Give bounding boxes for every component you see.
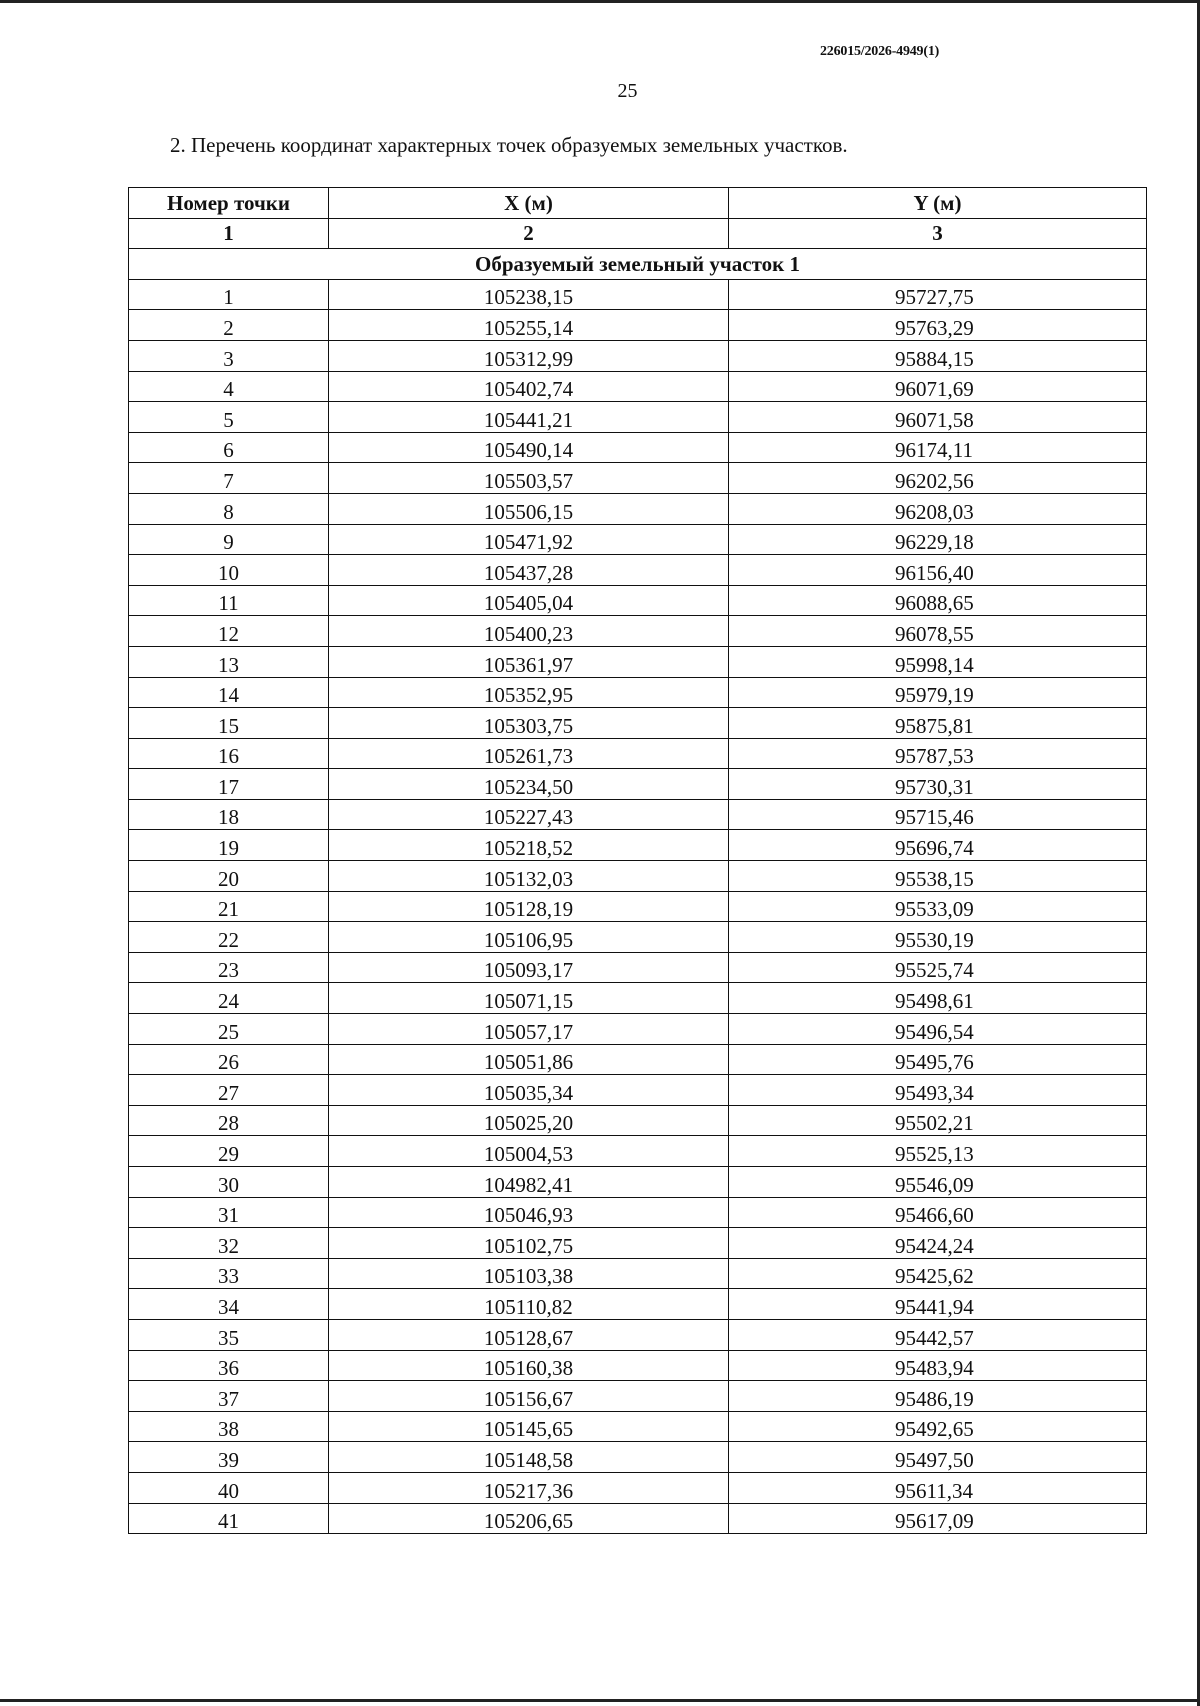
- cell-point-number: 24: [129, 983, 329, 1014]
- table-row: [129, 1319, 1147, 1350]
- table-row: [129, 830, 1147, 861]
- table-row: [129, 952, 1147, 983]
- table-row: [129, 922, 1147, 953]
- cell-point-number: 5: [129, 402, 329, 433]
- column-header-y: Y (м): [729, 188, 1147, 219]
- page-border-top: [0, 0, 1200, 3]
- cell-y: 95696,74: [729, 830, 1147, 861]
- cell-y: 95466,60: [729, 1197, 1147, 1228]
- cell-point-number: 26: [129, 1044, 329, 1075]
- cell-point-number: 31: [129, 1197, 329, 1228]
- cell-x: 105441,21: [329, 402, 729, 433]
- cell-y: 96088,65: [729, 585, 1147, 616]
- cell-x: 105261,73: [329, 738, 729, 769]
- cell-x: 105227,43: [329, 799, 729, 830]
- cell-point-number: 27: [129, 1075, 329, 1106]
- cell-x: 105051,86: [329, 1044, 729, 1075]
- cell-y: 95546,09: [729, 1167, 1147, 1198]
- table-row: [129, 1136, 1147, 1167]
- parcel-title: Образуемый земельный участок 1: [129, 249, 1147, 280]
- cell-point-number: 15: [129, 708, 329, 739]
- table-row: [129, 983, 1147, 1014]
- table-row: [129, 310, 1147, 341]
- cell-point-number: 32: [129, 1228, 329, 1259]
- cell-y: 95538,15: [729, 861, 1147, 892]
- cell-point-number: 7: [129, 463, 329, 494]
- cell-x: 105217,36: [329, 1472, 729, 1503]
- cell-x: 105234,50: [329, 769, 729, 800]
- cell-x: 105103,38: [329, 1258, 729, 1289]
- table-row: [129, 891, 1147, 922]
- cell-x: 105405,04: [329, 585, 729, 616]
- cell-x: 104982,41: [329, 1167, 729, 1198]
- table-row: [129, 1411, 1147, 1442]
- cell-x: 105471,92: [329, 524, 729, 555]
- table-row: [129, 555, 1147, 586]
- table-row: [129, 402, 1147, 433]
- cell-y: 95875,81: [729, 708, 1147, 739]
- cell-y: 95483,94: [729, 1350, 1147, 1381]
- column-header-point-number: Номер точки: [129, 188, 329, 219]
- column-header-x: X (м): [329, 188, 729, 219]
- cell-y: 95424,24: [729, 1228, 1147, 1259]
- table-row: [129, 708, 1147, 739]
- cell-x: 105128,67: [329, 1319, 729, 1350]
- document-number: 226015/2026-4949(1): [820, 44, 940, 59]
- cell-point-number: 1: [129, 279, 329, 310]
- cell-x: 105238,15: [329, 279, 729, 310]
- cell-y: 96202,56: [729, 463, 1147, 494]
- cell-x: 105352,95: [329, 677, 729, 708]
- cell-x: 105102,75: [329, 1228, 729, 1259]
- table-row: [129, 1228, 1147, 1259]
- cell-point-number: 14: [129, 677, 329, 708]
- parcel-title-row: [129, 249, 1147, 280]
- table-row: [129, 738, 1147, 769]
- cell-y: 96229,18: [729, 524, 1147, 555]
- cell-y: 95617,09: [729, 1503, 1147, 1534]
- cell-y: 95486,19: [729, 1381, 1147, 1412]
- cell-y: 95496,54: [729, 1014, 1147, 1045]
- table-row: [129, 1044, 1147, 1075]
- table-row: [129, 1381, 1147, 1412]
- cell-y: 95442,57: [729, 1319, 1147, 1350]
- cell-y: 95498,61: [729, 983, 1147, 1014]
- cell-x: 105156,67: [329, 1381, 729, 1412]
- cell-point-number: 13: [129, 646, 329, 677]
- cell-y: 95502,21: [729, 1105, 1147, 1136]
- cell-x: 105312,99: [329, 340, 729, 371]
- cell-x: 105361,97: [329, 646, 729, 677]
- column-index-1: 1: [129, 218, 329, 249]
- cell-y: 95525,13: [729, 1136, 1147, 1167]
- table-row: [129, 616, 1147, 647]
- cell-point-number: 6: [129, 432, 329, 463]
- cell-x: 105148,58: [329, 1442, 729, 1473]
- cell-point-number: 19: [129, 830, 329, 861]
- table-row: [129, 1167, 1147, 1198]
- cell-point-number: 37: [129, 1381, 329, 1412]
- cell-point-number: 36: [129, 1350, 329, 1381]
- table-row: [129, 279, 1147, 310]
- column-index-2: 2: [329, 218, 729, 249]
- cell-point-number: 33: [129, 1258, 329, 1289]
- cell-y: 95533,09: [729, 891, 1147, 922]
- cell-y: 95497,50: [729, 1442, 1147, 1473]
- cell-x: 105506,15: [329, 493, 729, 524]
- cell-point-number: 22: [129, 922, 329, 953]
- cell-x: 105400,23: [329, 616, 729, 647]
- cell-x: 105303,75: [329, 708, 729, 739]
- cell-y: 95441,94: [729, 1289, 1147, 1320]
- cell-point-number: 40: [129, 1472, 329, 1503]
- cell-point-number: 35: [129, 1319, 329, 1350]
- cell-x: 105071,15: [329, 983, 729, 1014]
- cell-y: 95715,46: [729, 799, 1147, 830]
- cell-y: 95730,31: [729, 769, 1147, 800]
- cell-x: 105057,17: [329, 1014, 729, 1045]
- cell-point-number: 11: [129, 585, 329, 616]
- cell-x: 105503,57: [329, 463, 729, 494]
- cell-x: 105004,53: [329, 1136, 729, 1167]
- cell-point-number: 29: [129, 1136, 329, 1167]
- cell-y: 95425,62: [729, 1258, 1147, 1289]
- table-row: [129, 340, 1147, 371]
- page-number: 25: [617, 80, 638, 102]
- table-row: [129, 1350, 1147, 1381]
- cell-point-number: 39: [129, 1442, 329, 1473]
- cell-x: 105490,14: [329, 432, 729, 463]
- section-heading: 2. Перечень координат характерных точек образуемых земельных участков.: [170, 133, 848, 157]
- cell-point-number: 25: [129, 1014, 329, 1045]
- cell-y: 96156,40: [729, 555, 1147, 586]
- table-row: [129, 799, 1147, 830]
- cell-y: 95787,53: [729, 738, 1147, 769]
- cell-point-number: 12: [129, 616, 329, 647]
- table-row: [129, 1503, 1147, 1534]
- cell-point-number: 34: [129, 1289, 329, 1320]
- cell-y: 96071,69: [729, 371, 1147, 402]
- cell-y: 96174,11: [729, 432, 1147, 463]
- table-row: [129, 1105, 1147, 1136]
- cell-y: 95495,76: [729, 1044, 1147, 1075]
- cell-point-number: 18: [129, 799, 329, 830]
- table-row: [129, 769, 1147, 800]
- cell-point-number: 4: [129, 371, 329, 402]
- cell-x: 105437,28: [329, 555, 729, 586]
- table-row: [129, 1197, 1147, 1228]
- coordinates-table: [128, 187, 1147, 1534]
- cell-x: 105110,82: [329, 1289, 729, 1320]
- cell-point-number: 41: [129, 1503, 329, 1534]
- table-row: [129, 677, 1147, 708]
- cell-y: 96071,58: [729, 402, 1147, 433]
- table-row: [129, 371, 1147, 402]
- table-row: [129, 493, 1147, 524]
- cell-point-number: 30: [129, 1167, 329, 1198]
- column-index-3: 3: [729, 218, 1147, 249]
- cell-x: 105093,17: [329, 952, 729, 983]
- column-index-row: [129, 218, 1147, 249]
- cell-y: 95884,15: [729, 340, 1147, 371]
- cell-y: 96208,03: [729, 493, 1147, 524]
- cell-x: 105035,34: [329, 1075, 729, 1106]
- cell-y: 95979,19: [729, 677, 1147, 708]
- cell-y: 95530,19: [729, 922, 1147, 953]
- cell-x: 105145,65: [329, 1411, 729, 1442]
- cell-x: 105218,52: [329, 830, 729, 861]
- table-row: [129, 432, 1147, 463]
- table-row: [129, 585, 1147, 616]
- cell-x: 105128,19: [329, 891, 729, 922]
- cell-x: 105206,65: [329, 1503, 729, 1534]
- cell-point-number: 10: [129, 555, 329, 586]
- cell-point-number: 9: [129, 524, 329, 555]
- cell-point-number: 2: [129, 310, 329, 341]
- cell-x: 105132,03: [329, 861, 729, 892]
- cell-y: 95727,75: [729, 279, 1147, 310]
- cell-x: 105255,14: [329, 310, 729, 341]
- table-row: [129, 1258, 1147, 1289]
- table-row: [129, 861, 1147, 892]
- cell-x: 105160,38: [329, 1350, 729, 1381]
- cell-y: 95493,34: [729, 1075, 1147, 1106]
- table-row: [129, 1472, 1147, 1503]
- table-row: [129, 1442, 1147, 1473]
- cell-point-number: 23: [129, 952, 329, 983]
- table-row: [129, 1075, 1147, 1106]
- cell-y: 95998,14: [729, 646, 1147, 677]
- cell-point-number: 8: [129, 493, 329, 524]
- cell-x: 105025,20: [329, 1105, 729, 1136]
- cell-y: 95492,65: [729, 1411, 1147, 1442]
- cell-x: 105106,95: [329, 922, 729, 953]
- table-row: [129, 463, 1147, 494]
- cell-point-number: 38: [129, 1411, 329, 1442]
- table-header-row: [129, 188, 1147, 219]
- cell-point-number: 3: [129, 340, 329, 371]
- cell-point-number: 21: [129, 891, 329, 922]
- cell-x: 105402,74: [329, 371, 729, 402]
- table-body: [129, 249, 1147, 1534]
- cell-y: 96078,55: [729, 616, 1147, 647]
- cell-y: 95525,74: [729, 952, 1147, 983]
- table-row: [129, 646, 1147, 677]
- table-row: [129, 1014, 1147, 1045]
- cell-point-number: 20: [129, 861, 329, 892]
- cell-y: 95611,34: [729, 1472, 1147, 1503]
- page-border-bottom: [0, 1699, 1200, 1702]
- table-row: [129, 1289, 1147, 1320]
- cell-x: 105046,93: [329, 1197, 729, 1228]
- cell-point-number: 17: [129, 769, 329, 800]
- cell-point-number: 28: [129, 1105, 329, 1136]
- table-row: [129, 524, 1147, 555]
- cell-point-number: 16: [129, 738, 329, 769]
- cell-y: 95763,29: [729, 310, 1147, 341]
